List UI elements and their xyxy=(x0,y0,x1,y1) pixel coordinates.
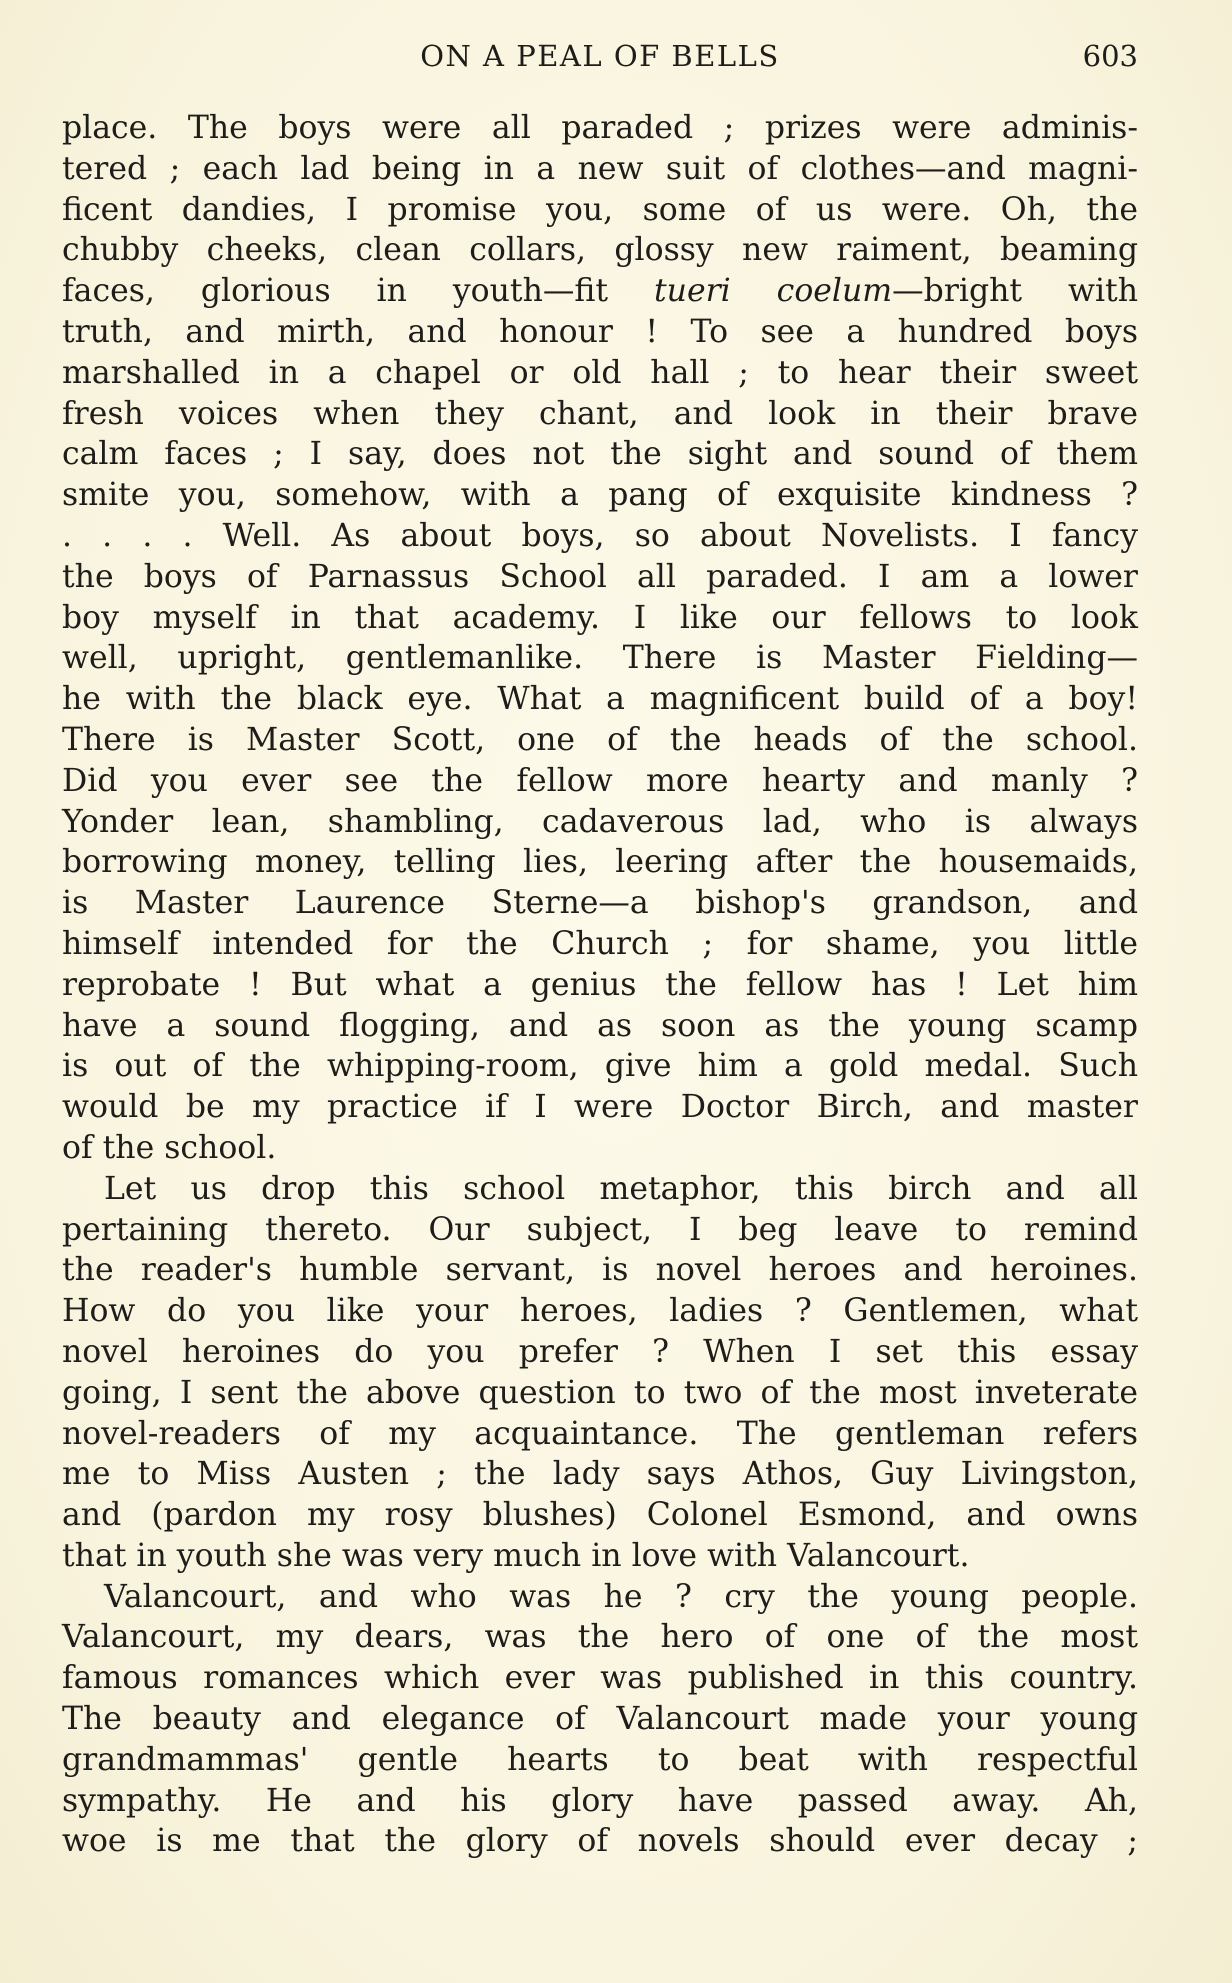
text-line: borrowing money, telling lies, leering after the housemaids, xyxy=(62,844,1138,881)
page-number: 603 xyxy=(1082,39,1138,73)
text-line: How do you like your heroes, ladies ? Gentlemen, what xyxy=(62,1293,1138,1330)
text-line: have a sound flogging, and as soon as the young scamp xyxy=(62,1007,1138,1044)
text-line: Yonder lean, shambling, cadaverous lad, who is always xyxy=(62,803,1138,840)
running-title: ON A PEAL OF BELLS xyxy=(420,39,780,73)
text-line: would be my practice if I were Doctor Birch, and master xyxy=(62,1089,1138,1126)
text-line: There is Master Scott, one of the heads of the school. xyxy=(62,721,1138,758)
text-line: woe is me that the glory of novels should ever decay ; xyxy=(62,1823,1138,1860)
text-line: Let us drop this school metaphor, this birch and all xyxy=(104,1170,1138,1207)
text-line: going, I sent the above question to two of the most inveterate xyxy=(62,1374,1138,1411)
running-head xyxy=(62,34,1138,78)
text-line: the reader's humble servant, is novel heroes and heroines. xyxy=(62,1252,1138,1289)
text-line: grandmammas' gentle hearts to beat with respectful xyxy=(62,1741,1138,1778)
text-line: Valancourt, my dears, was the hero of one of the most xyxy=(62,1619,1138,1656)
text-block xyxy=(62,108,1138,1862)
text-line: the boys of Parnassus School all paraded. I am a lower xyxy=(62,558,1138,595)
text-line: truth, and mirth, and honour ! To see a hundred boys xyxy=(62,313,1138,350)
text-line: The beauty and elegance of Valancourt made your young xyxy=(62,1701,1138,1738)
text-line: marshalled in a chapel or old hall ; to hear their sweet xyxy=(62,354,1138,391)
text-line: that in youth she was very much in love with Valancourt. xyxy=(62,1537,970,1574)
text-line: ficent dandies, I promise you, some of us were. Oh, the xyxy=(62,191,1138,228)
text-line: is Master Laurence Sterne—a bishop's grandson, and xyxy=(62,885,1138,922)
text-line: well, upright, gentlemanlike. There is Master Fielding— xyxy=(62,640,1138,677)
text-segment: faces, glorious in youth—fit xyxy=(62,273,654,310)
text-line: himself intended for the Church ; for shame, you little xyxy=(62,925,1138,962)
text-line: famous romances which ever was published in this country. xyxy=(62,1660,1138,1697)
text-line: smite you, somehow, with a pang of exquisite kindness ? xyxy=(62,477,1138,514)
text-line: he with the black eye. What a magnificent build of a boy! xyxy=(62,681,1138,718)
body-text xyxy=(62,108,1138,1862)
text-line xyxy=(62,271,1138,312)
text-line: novel-readers of my acquaintance. The gentleman refers xyxy=(62,1415,1138,1452)
text-line: Did you ever see the fellow more hearty and manly ? xyxy=(62,762,1138,799)
text-line: boy myself in that academy. I like our fellows to look xyxy=(62,599,1138,636)
text-line: . . . . Well. As about boys, so about Novelists. I fancy xyxy=(62,517,1138,554)
text-line: reprobate ! But what a genius the fellow has ! Let him xyxy=(62,966,1138,1003)
text-line: and (pardon my rosy blushes) Colonel Esmond, and owns xyxy=(62,1497,1138,1534)
text-line: place. The boys were all paraded ; prizes were adminis- xyxy=(62,110,1138,146)
latin-phrase: tueri coelum xyxy=(654,273,893,310)
text-line: fresh voices when they chant, and look in their brave xyxy=(62,395,1138,432)
text-line: sympathy. He and his glory have passed away. Ah, xyxy=(62,1782,1138,1819)
text-line: calm faces ; I say, does not the sight and sound of them xyxy=(62,436,1138,473)
text-line: is out of the whipping-room, give him a gold medal. Such xyxy=(62,1048,1138,1085)
text-line: tered ; each lad being in a new suit of clothes—and magni- xyxy=(62,150,1138,187)
text-line: of the school. xyxy=(62,1129,277,1166)
text-line: pertaining thereto. Our subject, I beg leave to remind xyxy=(62,1211,1138,1248)
text-segment: —bright with xyxy=(892,273,1138,310)
text-line: novel heroines do you prefer ? When I set this essay xyxy=(62,1333,1138,1370)
text-line: Valancourt, and who was he ? cry the young people. xyxy=(104,1578,1138,1615)
text-line: me to Miss Austen ; the lady says Athos, Guy Livingston, xyxy=(62,1456,1138,1493)
text-line: chubby cheeks, clean collars, glossy new raiment, beaming xyxy=(62,232,1138,269)
